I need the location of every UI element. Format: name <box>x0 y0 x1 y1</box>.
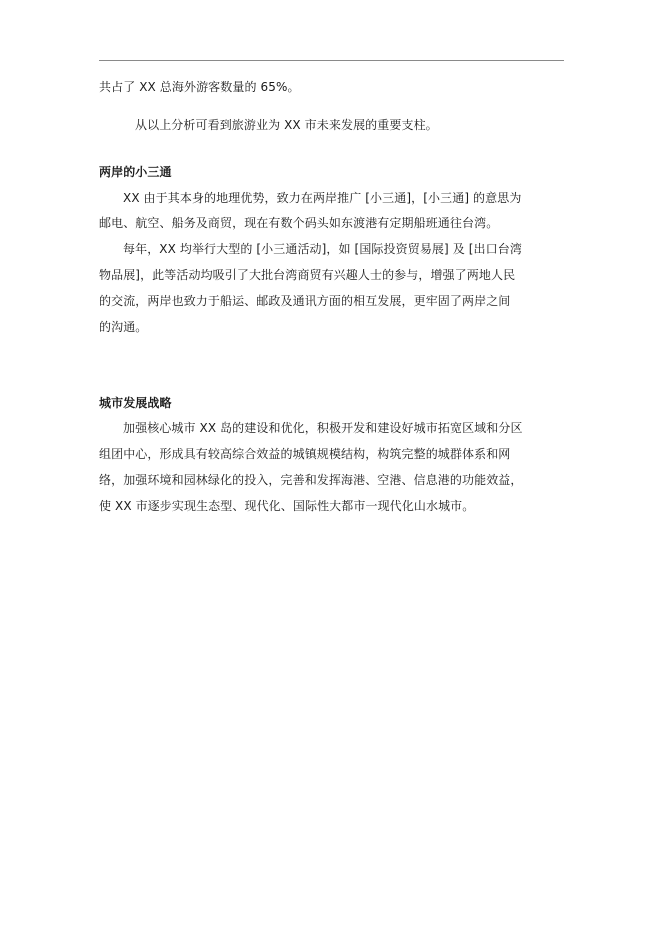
section-heading-mini-three-links: 两岸的小三通 <box>99 165 172 179</box>
paragraph-line: 络，加强环境和园林绿化的投入，完善和发挥海港、空港、信息港的功能效益， <box>99 473 523 487</box>
paragraph-line: 每年，XX 均举行大型的 [小三通活动]，如 [国际投资贸易展] 及 [出口台湾 <box>123 242 522 256</box>
paragraph-line: 组团中心，形成具有较高综合效益的城镇规模结构，构筑完整的城群体系和网 <box>99 447 511 461</box>
paragraph-line: 的沟通。 <box>99 320 148 334</box>
paragraph-line: 邮电、航空、船务及商贸，现在有数个码头如东渡港有定期船班通往台湾。 <box>99 216 499 230</box>
paragraph-line: 物品展]，此等活动均吸引了大批台湾商贸有兴趣人士的参与，增强了两地人民 <box>99 268 516 282</box>
section-heading-city-strategy: 城市发展战略 <box>99 396 172 410</box>
paragraph-line: 使 XX 市逐步实现生态型、现代化、国际性大都市一现代化山水城市。 <box>99 499 475 513</box>
intro-line-2: 从以上分析可看到旅游业为 XX 市未来发展的重要支柱。 <box>135 118 438 132</box>
paragraph-line: 加强核心城市 XX 岛的建设和优化，积极开发和建设好城市拓宽区域和分区 <box>123 421 523 435</box>
paragraph-line: XX 由于其本身的地理优势，致力在两岸推广 [小三通]，[小三通] 的意思为 <box>123 191 522 205</box>
paragraph-line: 的交流，两岸也致力于船运、邮政及通讯方面的相互发展，更牢固了两岸之间 <box>99 294 511 308</box>
intro-line-1: 共占了 XX 总海外游客数量的 65%。 <box>99 80 300 94</box>
header-rule <box>99 60 564 61</box>
